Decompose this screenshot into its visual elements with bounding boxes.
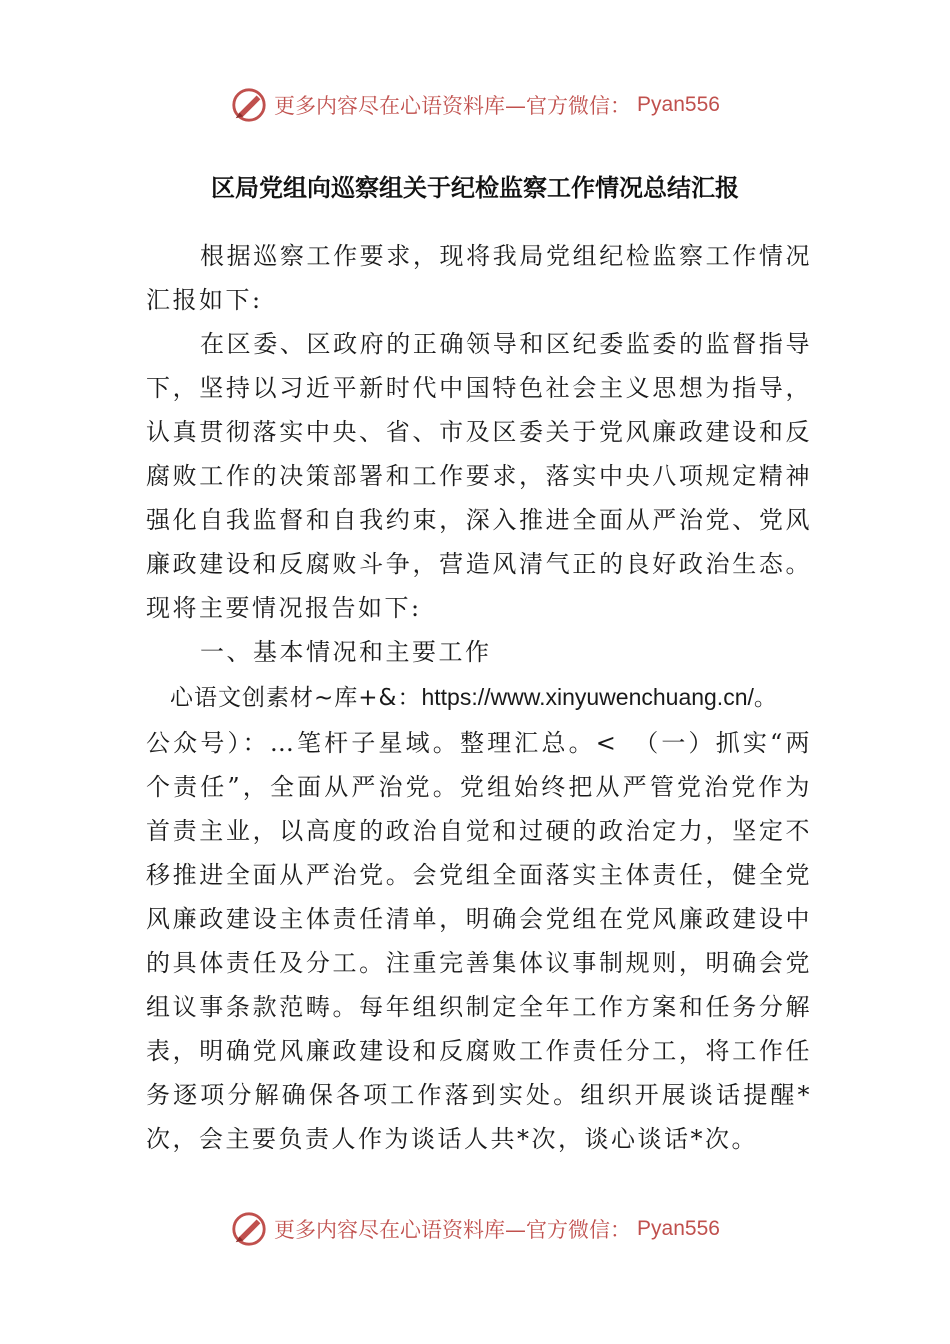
promo-prefix: 心语文创素材~库+&： — [170, 685, 422, 711]
intro-paragraph: 根据巡察工作要求，现将我局党组纪检监察工作情况汇报如下: — [146, 242, 812, 314]
inserted-promo-line — [146, 674, 812, 721]
document-title: 区局党组向巡察组关于纪检监察工作情况总结汇报 — [211, 174, 739, 202]
paragraph-1: 在区委、区政府的正确领导和区纪委监委的监督指导下，坚持以习近平新时代中国特色社会主义思想为指导，认真贯彻落实中央、省、市及区委关于党风廉政建设和反腐败工作的决策部署和工作要求，落实中央八项规定精神强化自我监督和自我约束，深入推进全面从严治党、党风廉政建设和反腐败斗争，营造风清气正的良好政治生态。现将主要情况报告如下: — [146, 330, 812, 622]
banner-wechat-handle: Pyan556 — [637, 93, 720, 116]
header-banner — [0, 82, 950, 128]
pen-circle-icon — [230, 86, 268, 124]
pen-circle-icon — [230, 1210, 268, 1248]
section-heading-1: 一、基本情况和主要工作 — [200, 638, 492, 666]
document-body — [146, 234, 812, 1161]
paragraph-2: 公众号）：…笔杆子星域。整理汇总。< （一）抓实“两个责任”，全面从严治党。党组始终把从严管党治党作为首责主业，以高度的政治自觉和过硬的政治定力，坚定不移推进全面从严治党。会党组全面落实主体责任，健全党风廉政建设主体责任清单，明确会党组在党风廉政建设中的具体责任及分工。注重完善集体议事制规则，明确会党组议事条款范畴。每年组织制定全年工作方案和任务分解表，明确党风廉政建设和反腐败工作责任分工，将工作任务逐项分解确保各项工作落到实处。组织开展谈话提醒*次，会主要负责人作为谈话人共*次，谈心谈话*次。 — [146, 729, 812, 1153]
banner-brand-text: 更多内容尽在心语资料库—官方微信： — [274, 1218, 632, 1242]
banner-wechat-handle: Pyan556 — [637, 1217, 720, 1240]
promo-suffix: 。 — [753, 685, 778, 711]
promo-url: https://www.xinyuwenchuang.cn/ — [421, 684, 754, 710]
footer-banner — [0, 1206, 950, 1252]
banner-brand-text: 更多内容尽在心语资料库—官方微信： — [274, 94, 632, 118]
